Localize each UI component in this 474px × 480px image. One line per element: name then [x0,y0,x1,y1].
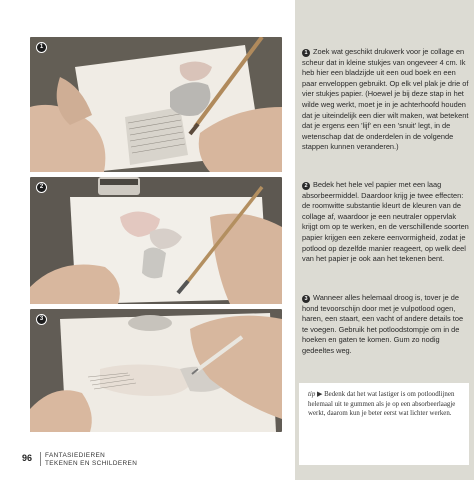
tip-arrow-icon: ▶ [317,391,323,398]
step-2 [302,180,470,265]
photo-step-2 [30,177,282,304]
tip-label: tip [308,391,316,398]
tip-text: Bedenk dat het wat lastiger is om potloodlijnen helemaal uit te gummen als je op een absorbeerlaagje werkt, daarom kun je beter eerst wat lichter werken. [308,391,456,418]
step-number-badge: 2 [302,182,310,190]
step-number-badge: 1 [302,49,310,57]
step-text: Zoek wat geschikt drukwerk voor je collage en scheur dat in kleine stukjes van ongeveer 4 cm. Ik heb hier een bladzijde uit een oud boek en een paar enveloppen gebruikt. Op elk vel plak je drie of vier stukjes papier. (Hoewel je bij deze stap in het wilde weg werkt, moet je in je achterhoofd houden dat je uiteindelijk een dier wilt maken, wat betekent dat je ergens een 'lijf' en een 'snuit' legt, in de wetenschap dat de onderdelen in de volgende stappen kunnen veranderen.) [302,47,469,152]
running-title-line-2: TEKENEN EN SCHILDEREN [45,460,138,467]
photo-step-3 [30,309,282,432]
page-number: 96 [22,453,33,463]
step-number-badge: 3 [302,295,310,303]
photo-number-badge: 3 [36,314,47,325]
step-text: Bedek het hele vel papier met een laag absorbeermiddel. Daardoor krijg je twee effecten: de roomwitte substantie kleurt de kleuren van de collage af, waardoor je een neutraler oppervlak krijgt om op te werken, en de verschillende soorten papier krijgen een zekere eenvormigheid, zodat je potlood op dezelfde manier reageert, op welk deel van het papier je ook aan het tekenen bent. [302,180,469,264]
tip-box [299,383,469,465]
footer-divider [40,452,41,466]
photo-step-2-image [30,177,282,304]
step-1 [302,47,470,153]
photo-step-1-image [30,37,282,172]
running-title-line-1: FANTASIEDIEREN [45,452,106,459]
photo-step-3-image [30,309,282,432]
running-title [45,452,137,468]
step-text: Wanneer alles helemaal droog is, tover je de hond tevoorschijn door met je vulpotlood ogen, haren, een staart, een vacht of andere details toe te voegen. Gebruik het potloodstompje om in de hoeken en gaten te komen. Gum zo nodig gedeeltes weg. [302,293,464,355]
step-3 [302,293,470,357]
photo-number-badge: 2 [36,182,47,193]
photo-step-1 [30,37,282,172]
photo-number-badge: 1 [36,42,47,53]
